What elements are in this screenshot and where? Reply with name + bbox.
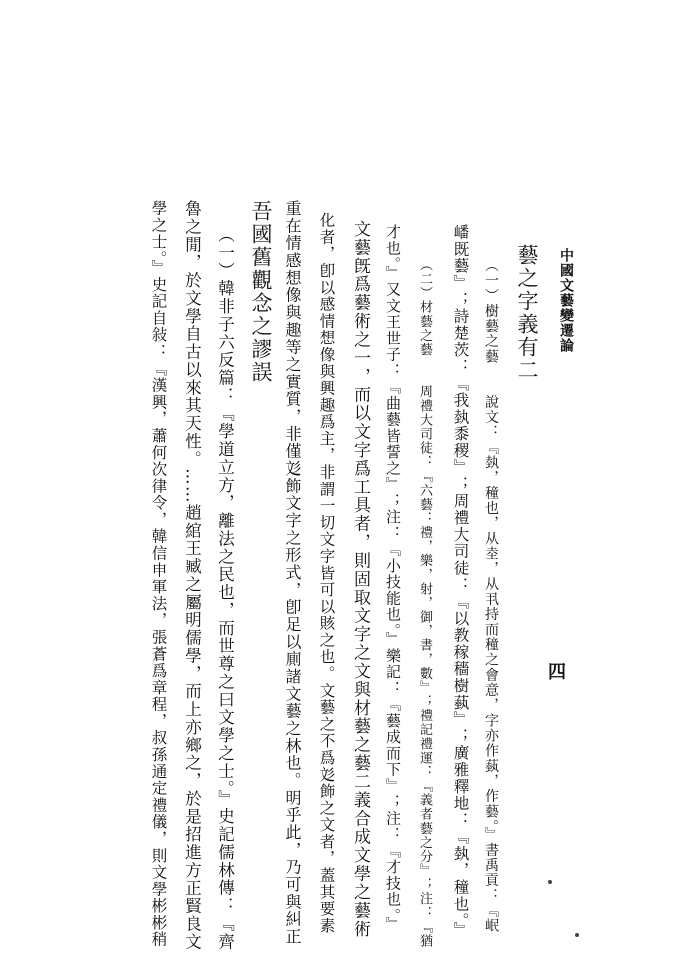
text-column: 文藝旣爲藝術之一，而以文字爲工具者，則固取文字之文與材藝之藝二義合成文學之藝術	[350, 220, 370, 939]
text-column: （一）韓非子六反篇：『學道立方，離法之民也，而世尊之曰文學之士。』史記儒林傳：『齊	[215, 226, 235, 951]
text-column: 學之士。』史記自敍：『漢興，蕭何次律令，韓信申軍法，張蒼爲章程，叔孫通定禮儀，則文學彬彬稍	[149, 200, 168, 948]
text-column: 嶓既藝』；詩楚茨：『我埶黍稷』；周禮大司徒：『以教稼穡樹蓺』；廣雅釋地：『埶，穜也。』	[451, 224, 470, 939]
section-heading: 吾國舊觀念之謬誤	[249, 200, 273, 384]
text-column: 重在情感想像與趣等之實質，非僅彣飾文字之形式，卽足以廁諸文藝之林也。明乎此，乃可與糾正	[283, 200, 302, 946]
text-column: 才也。』又文王世子：『曲藝皆誓之』；注：『小技能也。』樂記：『藝成而下』；注：『才技也。』	[384, 224, 402, 933]
text-column: 化者，卽以感情想像與興趣爲主，非謂一切文字皆可以賅之也。文藝之不爲彣飾之文者，蓋其要素	[317, 212, 336, 935]
section-heading: 藝之字義有二	[515, 244, 539, 382]
page-number: 四	[548, 662, 566, 683]
text-column: 魯之閒，於文學自古以來其天性。……趙綰王臧之屬明儒學，而上亦鄉之，於是招進方正賢良文	[182, 200, 202, 951]
page-mark	[548, 880, 552, 884]
page-mark	[575, 933, 579, 937]
running-title: 中國文藝變遷論	[558, 248, 574, 353]
text-column: （二）材藝之藝 周禮大司徒：『六藝：禮，樂，射，御，書，數』；禮記禮運：『義者藝之分』；注：『猶	[417, 258, 432, 949]
text-column: （一）樹藝之藝 說文：『埶，穜也，从坴，从丮持而穜之會意，字亦作蓺，作藝。』書禹貢：『岷	[483, 258, 499, 934]
